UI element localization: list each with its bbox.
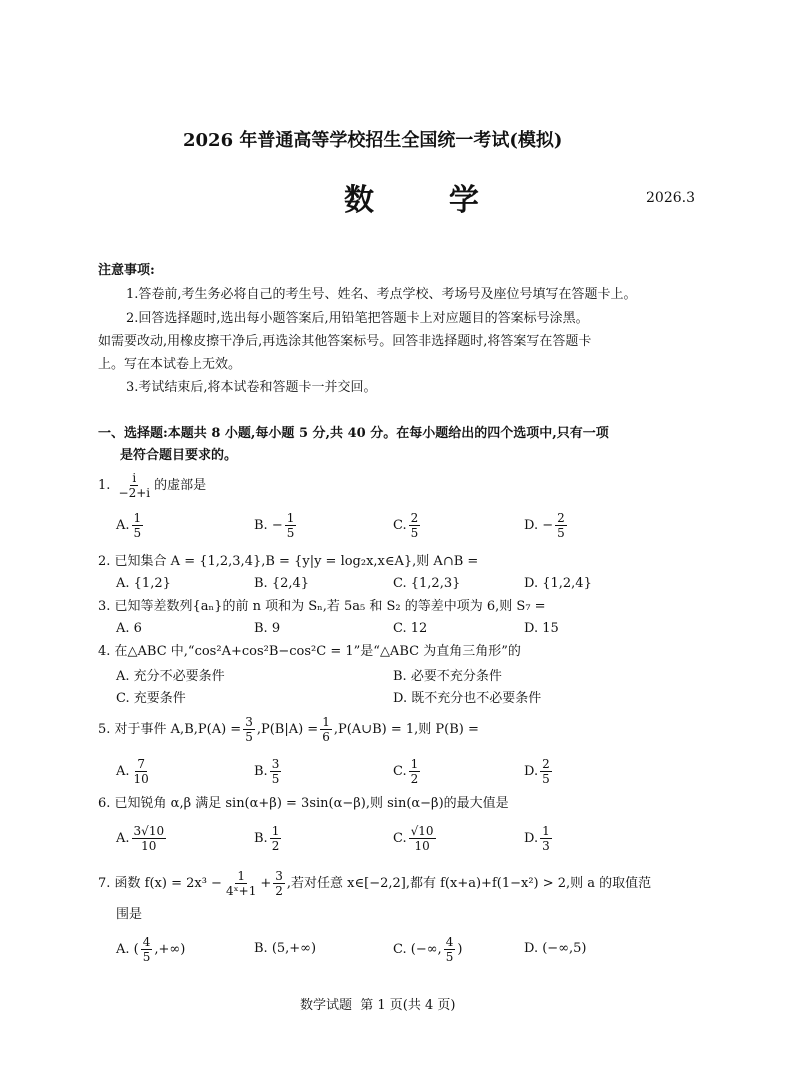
option-b: B. 必要不充分条件 [393, 669, 502, 684]
option-c: C. {1,2,3} [393, 576, 461, 591]
option-c: C. 12 [393, 621, 428, 636]
option-b: B. 9 [254, 621, 281, 636]
option-a: A. {1,2} [116, 576, 171, 591]
option-a: A. $\frac{1}{5}$ [116, 511, 142, 540]
notice-item-3: 3.考试结束后,将本试卷和答题卡一并交回。 [126, 380, 377, 395]
option-c: C. $\frac{2}{5}$ [393, 511, 419, 540]
option-a: A. $\frac{3√10}{10}$ [116, 824, 165, 853]
option-d: D. $\frac{1}{3}$ [524, 824, 550, 853]
question-7-cont: 围是 [116, 907, 143, 922]
option-c: C. (−∞, $\frac{4}{5}$ ) [393, 935, 463, 964]
option-a: A. ( $\frac{4}{5}$ ,+∞) [116, 935, 186, 964]
section-heading-cont: 是符合题目要求的。 [120, 448, 238, 463]
fraction [117, 472, 153, 499]
question-1 [98, 472, 206, 499]
notice-item-1: 1.答卷前,考生务必将自己的考生号、姓名、考点学校、考场号及座位号填写在答题卡上。 [126, 287, 637, 302]
question-2: 2. 已知集合 A = {1,2,3,4},B = {y|y = log₂x,x∈A},则 A∩B = [98, 554, 479, 569]
page-footer: 数学试题 第 1 页(共 4 页) [300, 998, 456, 1013]
numerator: i [132, 471, 137, 485]
option-d: D. − $\frac{2}{5}$ [524, 511, 565, 540]
option-c: C. $\frac{1}{2}$ [393, 757, 419, 786]
notice-item-2-cont: 如需要改动,用橡皮擦干净后,再选涂其他答案标号。回答非选择题时,将答案写在答题卡 [98, 334, 592, 349]
question-5: 5. 对于事件 A,B,P(A) = $\frac{3}{5}$ ,P(B|A) = $\frac{1}{6}$ ,P(A∪B) = 1,则 P(B) = [98, 715, 479, 744]
option-d: D. {1,2,4} [524, 576, 592, 591]
question-stem: 的虚部是 [154, 478, 207, 493]
option-a: A. 充分不必要条件 [116, 669, 225, 684]
option-d: D. 15 [524, 621, 559, 636]
option-d: D. 既不充分也不必要条件 [393, 691, 542, 706]
option-d: D. (−∞,5) [524, 941, 587, 956]
question-7: 7. 函数 f(x) = 2x³ − $\frac{1}{\text{4ˣ+1}}$ + $\frac{3}{2}$ ,若对任意 x∈[−2,2],都有 f(x+a)+f(1−x²) > 2,则 a 的取值范 [98, 869, 652, 898]
question-number: 1. [98, 478, 111, 493]
option-b: B. $\frac{1}{2}$ [254, 824, 280, 853]
option-d: D. $\frac{2}{5}$ [524, 757, 550, 786]
option-b: B. (5,+∞) [254, 941, 317, 956]
exam-date: 2026.3 [646, 190, 695, 206]
option-a: A. $\frac{7}{10}$ [116, 757, 149, 786]
option-b: B. $\frac{3}{5}$ [254, 757, 280, 786]
denominator: −2+i [118, 486, 151, 500]
option-a: A. 6 [116, 621, 142, 636]
question-3: 3. 已知等差数列{aₙ}的前 n 项和为 Sₙ,若 5a₅ 和 S₂ 的等差中项为 6,则 S₇ = [98, 599, 546, 614]
notice-heading: 注意事项: [98, 263, 155, 278]
option-b: B. − $\frac{1}{5}$ [254, 511, 295, 540]
question-6: 6. 已知锐角 α,β 满足 sin(α+β) = 3sin(α−β),则 sin(α−β)的最大值是 [98, 796, 509, 811]
option-b: B. {2,4} [254, 576, 310, 591]
notice-item-2: 2.回答选择题时,选出每小题答案后,用铅笔把答题卡上对应题目的答案标号涂黑。 [126, 311, 589, 326]
option-c: C. 充要条件 [116, 691, 186, 706]
subject-title: 数 学 [344, 183, 497, 218]
section-heading: 一、选择题:本题共 8 小题,每小题 5 分,共 40 分。在每小题给出的四个选项中,只有一项 [98, 426, 609, 441]
question-4: 4. 在△ABC 中,“cos²A+cos²B−cos²C = 1”是“△ABC 为直角三角形”的 [98, 644, 521, 659]
option-c: C. $\frac{√10}{10}$ [393, 824, 434, 853]
notice-item-2-end: 上。写在本试卷上无效。 [98, 357, 242, 372]
exam-title: 2026 年普通高等学校招生全国统一考试(模拟) [183, 130, 563, 151]
